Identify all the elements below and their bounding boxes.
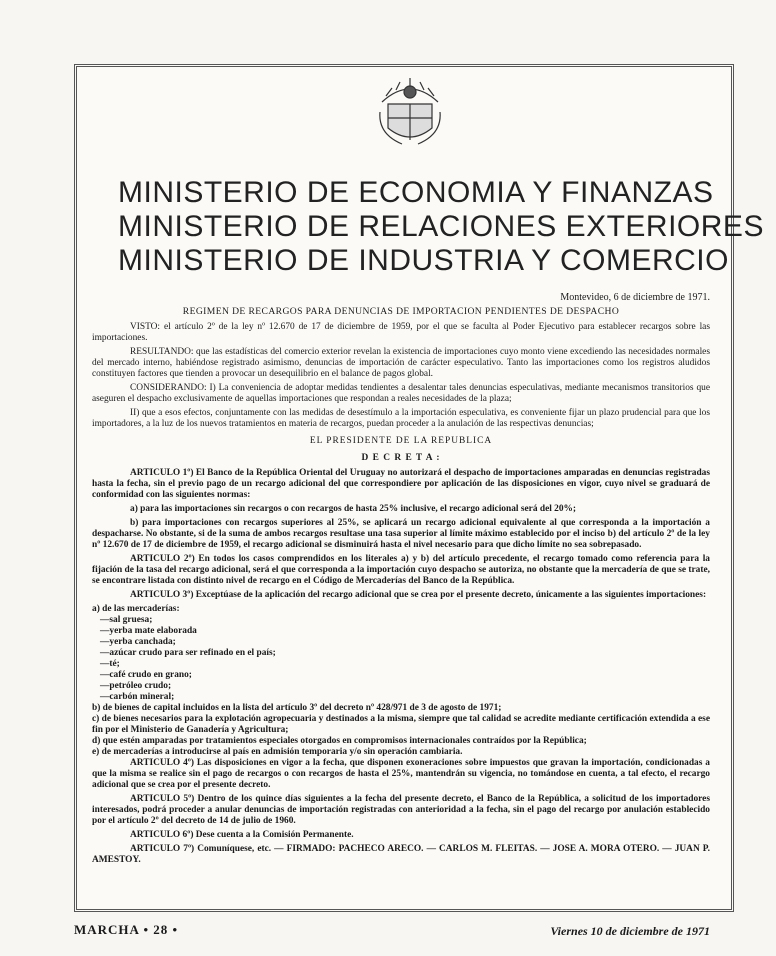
resultando-paragraph: RESULTANDO: que las estadísticas del comercio exterior revelan la existencia de importaciones cuyo monto viene excediendo las necesidades normales del mercado interno, habiéndose registrado asimismo, denuncias de importación de carácter especulativo. Tanto las importaciones como los registros aludidos constituyen factores que tienden a provocar un desequilibrio en el balance de pagos global. — [92, 347, 710, 379]
publication-footer: MARCHA • 28 • — [74, 922, 179, 937]
ministry-heading-1: MINISTERIO DE ECONOMIA Y FINANZAS — [118, 176, 714, 209]
list-item: —petróleo crudo; — [100, 681, 172, 691]
visto-paragraph: VISTO: el artículo 2º de la ley nº 12.670 de 17 de diciembre de 1959, por el que se faculta al Poder Ejecutivo para establecer recargos sobre las importaciones. — [92, 322, 710, 343]
list-item: —yerba mate elaborada — [100, 626, 197, 636]
article-3-d: d) que estén amparadas por tratamientos especiales otorgados en compromisos internacionales contraídos por la República; — [92, 736, 587, 746]
issue-date-footer: Viernes 10 de diciembre de 1971 — [550, 924, 710, 938]
document-subtitle: REGIMEN DE RECARGOS PARA DENUNCIAS DE IMPORTACION PENDIENTES DE DESPACHO — [182, 306, 620, 317]
list-item: —té; — [100, 659, 120, 669]
article-7: ARTICULO 7º) Comuníquese, etc. — FIRMADO: PACHECO ARECO. — CARLOS M. FLEITAS. — JOSE A. MORA OTERO. — JUAN P. AMESTOY. — [92, 844, 710, 865]
list-item: —café crudo en grano; — [100, 670, 192, 680]
article-3-a: a) de las mercaderías: — [92, 604, 180, 614]
article-2: ARTICULO 2º) En todos los casos comprendidos en los literales a) y b) del artículo precedente, el recargo tomado como referencia para la fijación de la tasa del recargo adicional, será el que corresponda a la importación cuyo despacho se autoriza, no obstante que la mercadería de que se trate, se encontrare listada con distinto nivel de recargo en el Código de Mercaderías del Banco de la República. — [92, 554, 710, 586]
decreta-heading: D E C R E T A : — [361, 453, 441, 463]
article-5: ARTICULO 5º) Dentro de los quince días siguientes a la fecha del presente decreto, el Banco de la República, a solicitud de los importadores interesados, podrá proceder a anular denuncias de importación registradas con anterioridad a la fecha, sin el pago del recargo por anulación establecido por el artículo 2º del decreto de 14 de julio de 1960. — [92, 794, 710, 826]
ministry-heading-3: MINISTERIO DE INDUSTRIA Y COMERCIO — [118, 244, 729, 277]
considerando-paragraph-2: II) que a esos efectos, conjuntamente con las medidas de desestímulo a la importación especulativa, es conveniente fijar un plazo prudencial para que los importadores, a la luz de los nuevos tratamientos en materia de recargos, puedan proceder a la anulación de las respectivas denuncias; — [92, 408, 710, 429]
list-item: —sal gruesa; — [100, 615, 153, 625]
ministry-heading-2: MINISTERIO DE RELACIONES EXTERIORES — [118, 210, 764, 243]
article-6: ARTICULO 6º) Dese cuenta a la Comisión Permanente. — [130, 830, 354, 840]
article-1: ARTICULO 1º) El Banco de la República Oriental del Uruguay no autorizará el despacho de importaciones amparadas en denuncias registradas hasta la fecha, sin el previo pago de un recargo adicional del que correspondiere por aplicación de las disposiciones en vigor, cuyo nivel se graduará de conformidad con las siguientes normas: — [92, 468, 710, 500]
article-3-c: c) de bienes necesarios para la explotación agropecuaria y destinados a la misma, siempre que tal calidad se acredite mediante certificación extendida a ese fin por el Ministerio de Ganadería y Agricultura; — [92, 714, 710, 735]
list-item: —azúcar crudo para ser refinado en el país; — [100, 648, 276, 658]
article-4: ARTICULO 4º) Las disposiciones en vigor a la fecha, que disponen exoneraciones sobre impuestos que gravan la importación, condicionadas a que la misma se realice sin el pago de recargos o con recargos de hasta el 25%, mantendrán su vigencia, no tomándose en cuenta, a tal efecto, el recargo adicional que se crea por el presente decreto. — [92, 758, 710, 790]
article-3: ARTICULO 3º) Exceptúase de la aplicación del recargo adicional que se crea por el presente decreto, únicamente a las siguientes importaciones: — [130, 590, 707, 600]
article-3-e: e) de mercaderías a introducirse al país en admisión temporaria y/o sin operación cambiaria. — [92, 747, 463, 757]
article-1-b: b) para importaciones con recargos superiores al 25%, se aplicará un recargo adicional equivalente al que corresponda a la importación a despacharse. No obstante, si de la suma de ambos recargos resultase una tasa superior al límite máximo establecido por el inciso b) del artículo 2º de la ley nº 12.670 de 17 de diciembre de 1959, el recargo adicional se disminuirá hasta el nivel necesario para que dicho límite no sea sobrepasado. — [92, 518, 710, 550]
presidente-heading: EL PRESIDENTE DE LA REPUBLICA — [309, 436, 493, 446]
list-item: —yerba canchada; — [100, 637, 176, 647]
decree-body — [92, 322, 710, 869]
list-item: —carbón mineral; — [100, 692, 175, 702]
considerando-paragraph-1: CONSIDERANDO: I) La conveniencia de adoptar medidas tendientes a desalentar tales denuncias especulativas, mediante mecanismos transitorios que aseguren el despacho exclusivamente de aquellas importaciones que respondan a reales necesidades de la plaza; — [92, 383, 710, 404]
article-3-b: b) de bienes de capital incluidos en la lista del artículo 3º del decreto nº 428/971 de 3 de agosto de 1971; — [92, 703, 502, 713]
document-date: Montevideo, 6 de diciembre de 1971. — [560, 292, 710, 303]
article-1-a: a) para las importaciones sin recargos o con recargos de hasta 25% inclusive, el recargo adicional será del 20%; — [130, 504, 577, 514]
coat-of-arms-icon — [372, 72, 448, 152]
